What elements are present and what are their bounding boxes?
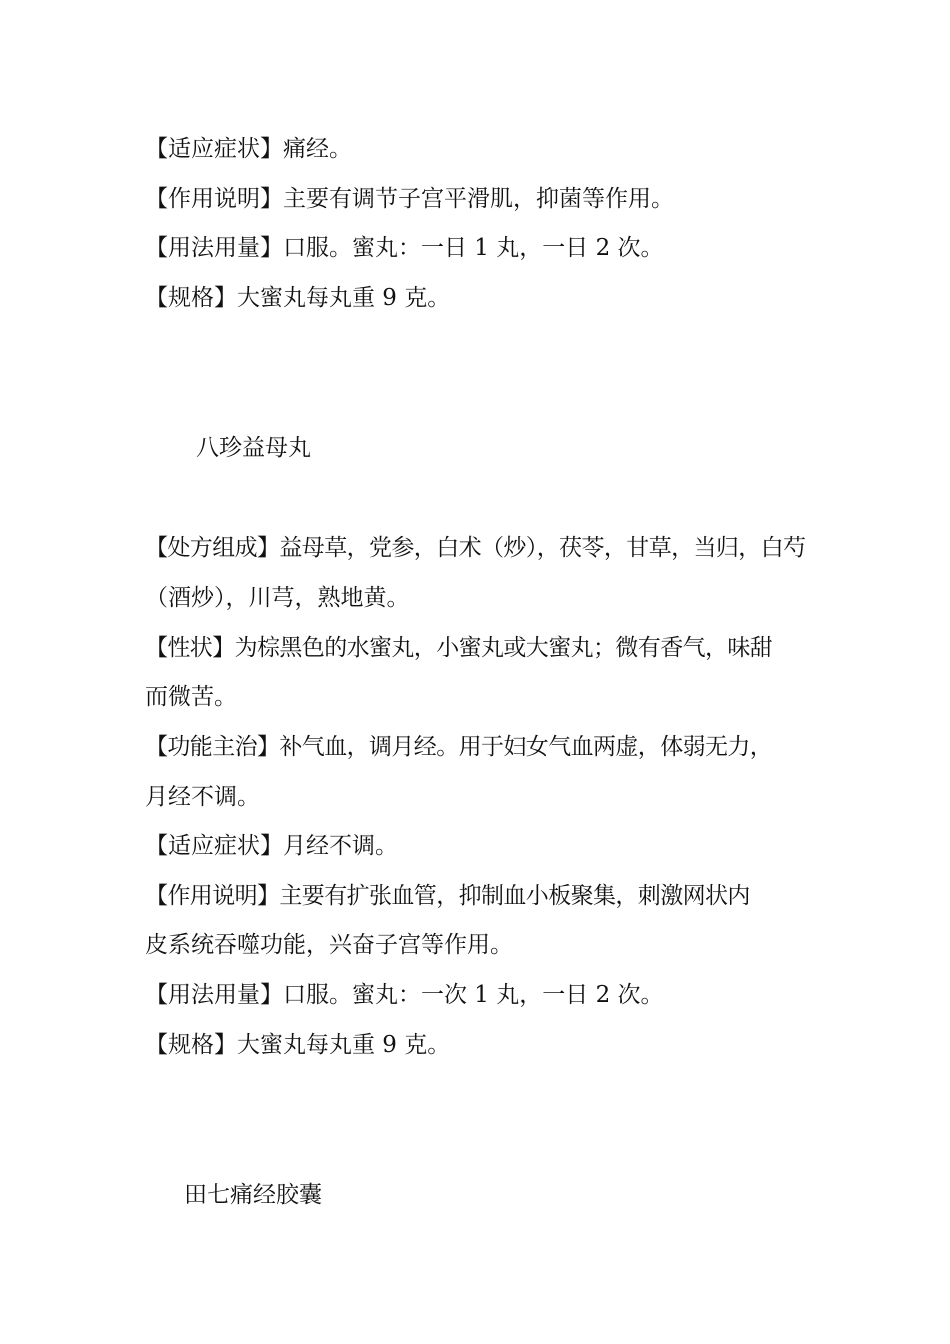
text-line: 【规格】大蜜丸每丸重 9 克。 xyxy=(145,1032,451,1058)
text-line: 皮系统吞噬功能，兴奋子宫等作用。 xyxy=(145,932,513,958)
text-line: 【功能主治】补气血，调月经。用于妇女气血两虚，体弱无力， xyxy=(145,734,773,760)
section-title: 田七痛经胶囊 xyxy=(184,1182,322,1208)
text-line: 而微苦。 xyxy=(145,684,237,710)
text-line: 【性状】为棕黑色的水蜜丸，小蜜丸或大蜜丸；微有香气，味甜 xyxy=(145,635,773,661)
text-line: 月经不调。 xyxy=(145,784,260,810)
text-line: 【适应症状】月经不调。 xyxy=(145,833,398,859)
text-line: （酒炒），川芎，熟地黄。 xyxy=(145,585,410,611)
text-line: 【用法用量】口服。蜜丸：一日 1 丸，一日 2 次。 xyxy=(145,235,664,261)
text-line: 【处方组成】益母草，党参，白术（炒），茯苓，甘草，当归，白芍 xyxy=(145,535,806,561)
text-line: 【用法用量】口服。蜜丸：一次 1 丸，一日 2 次。 xyxy=(145,982,664,1008)
text-line: 【作用说明】主要有扩张血管，抑制血小板聚集，刺激网状内 xyxy=(145,883,750,909)
section-title: 八珍益母丸 xyxy=(196,435,311,461)
text-line: 【规格】大蜜丸每丸重 9 克。 xyxy=(145,285,451,311)
text-line: 【作用说明】主要有调节子宫平滑肌，抑菌等作用。 xyxy=(145,186,674,212)
text-line: 【适应症状】痛经。 xyxy=(145,136,352,162)
